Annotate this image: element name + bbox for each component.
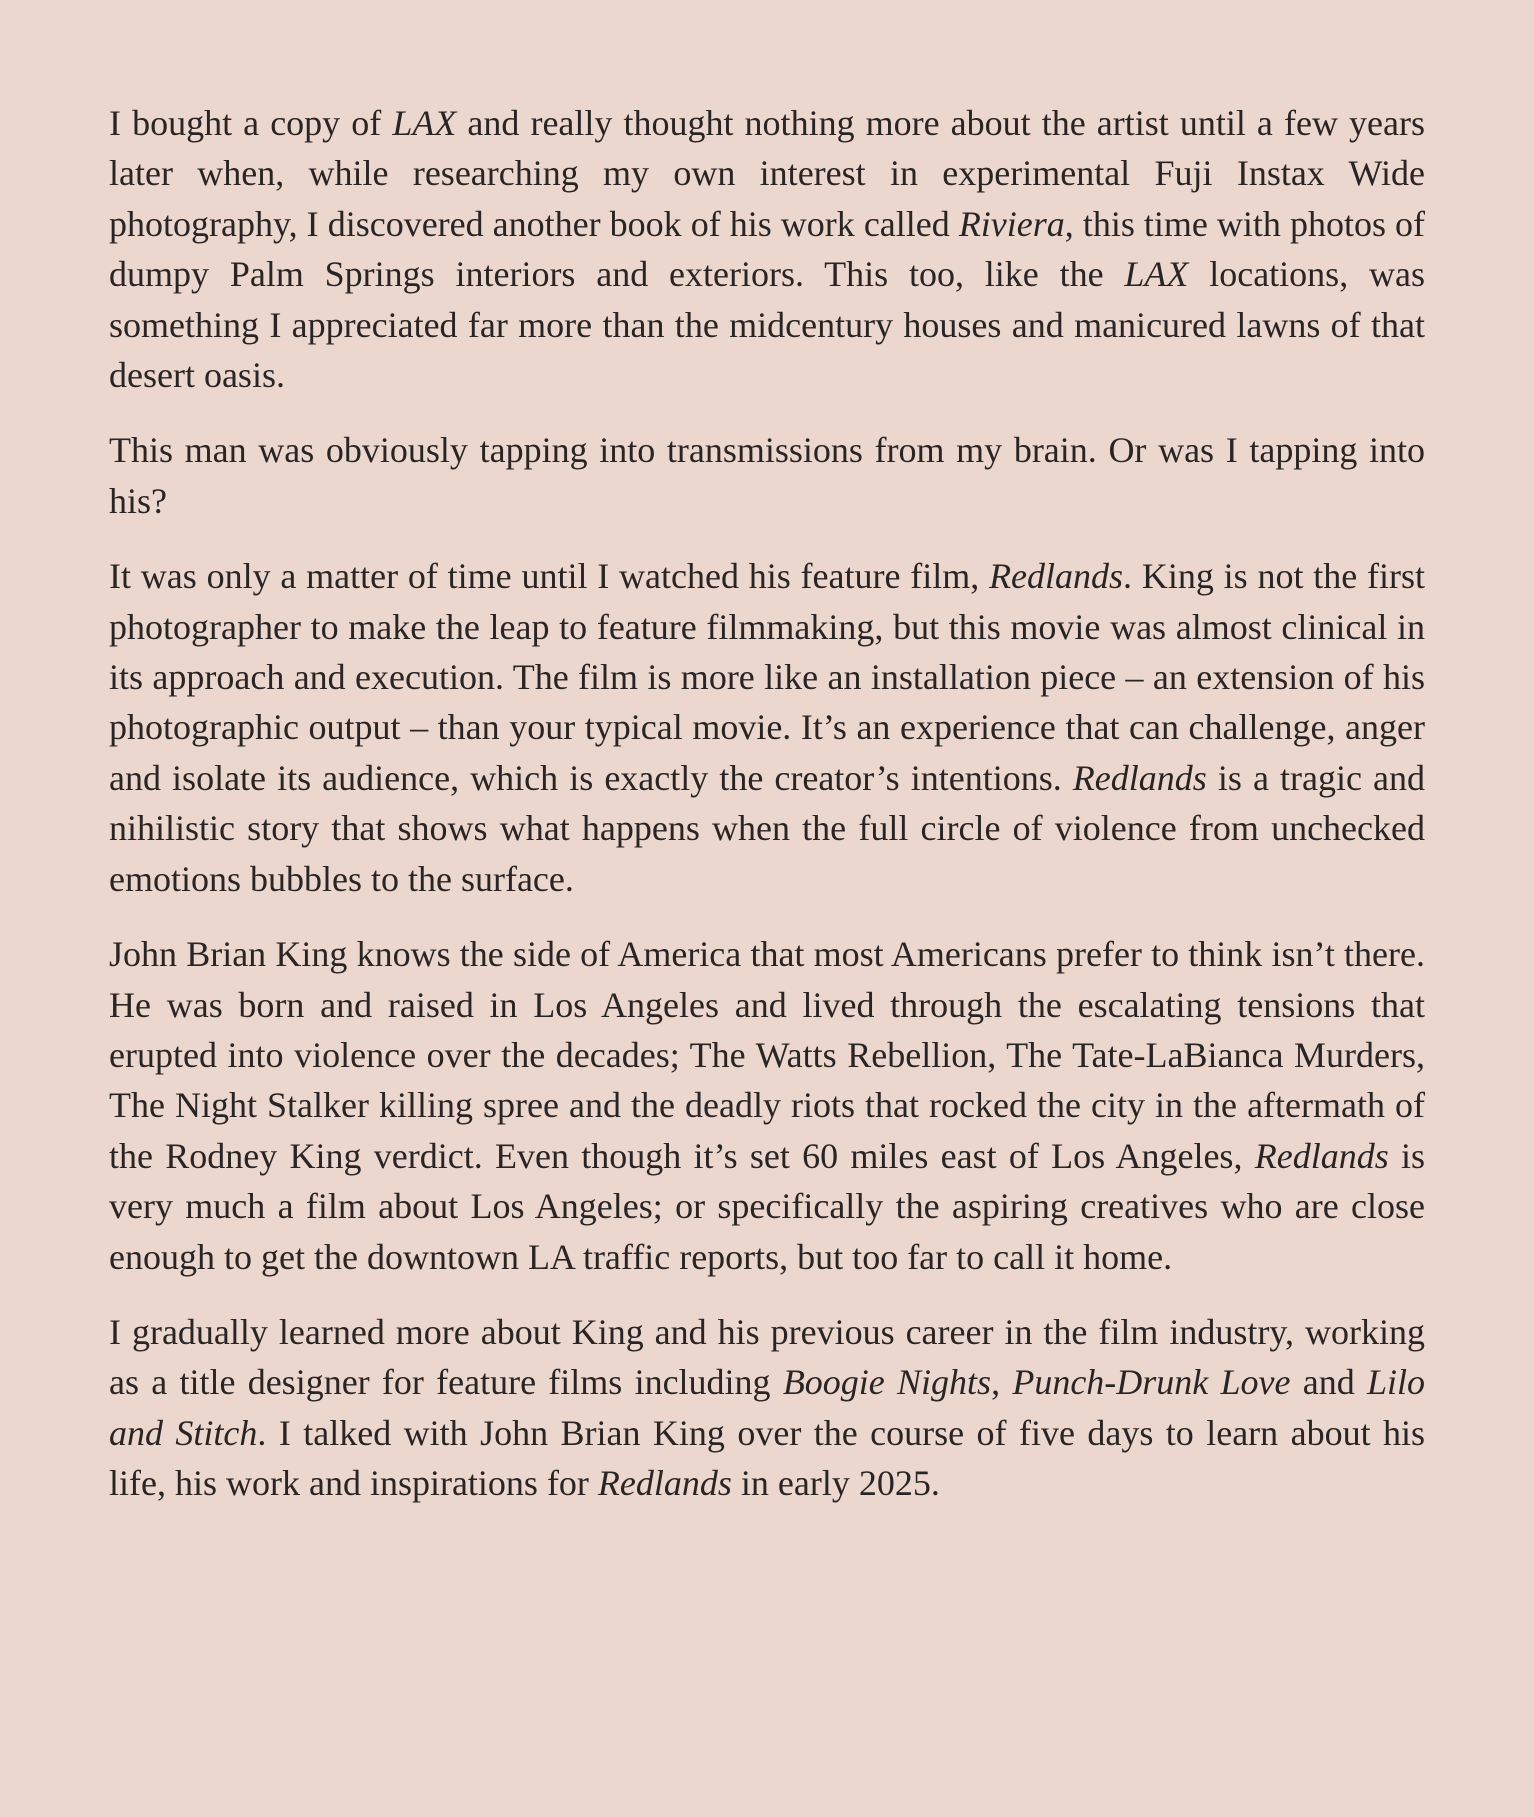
text-run: This man was obviously tapping into transmissions from my brain. Or was I tapping into his? xyxy=(109,430,1425,521)
italic-title-redlands: Redlands xyxy=(1254,1135,1389,1176)
text-run: locations, was something I appreciated far more than the midcentury houses and manicured lawns of that desert oasis. xyxy=(109,254,1425,396)
italic-title-redlands: Redlands xyxy=(1072,757,1207,798)
text-run: , xyxy=(991,1362,1013,1403)
paragraph-4 xyxy=(109,929,1425,1282)
italic-title-redlands: Redlands xyxy=(597,1463,732,1504)
text-run: . I talked with John Brian King over the course of five days to learn about his life, his work and inspirations for xyxy=(109,1412,1426,1504)
text-run: in early 2025. xyxy=(731,1463,940,1504)
text-run: . King is not the first photographer to make the leap to feature filmmaking, but this movie was almost clinical in its approach and execution. The film is more like an installation piece – an extension of his photographic output – than your typical movie. It’s an experience that can challenge, anger and isolate its audience, which is exactly the creator’s intentions. xyxy=(109,556,1426,798)
text-run: , this time with photos of dumpy Palm Springs interiors and exteriors. This too, like the xyxy=(109,203,1425,295)
italic-title-boogie-nights: Boogie Nights xyxy=(782,1362,992,1403)
paragraph-1 xyxy=(109,98,1425,400)
text-run: and really thought nothing more about the artist until a few years later when, while researching my own interest in experimental Fuji Instax Wide photography, I discovered another book of his work called xyxy=(109,103,1425,244)
paragraph-5 xyxy=(109,1307,1425,1509)
italic-title-lax: LAX xyxy=(1124,254,1189,295)
text-run: is very much a film about Los Angeles; or specifically the aspiring creatives who are close enough to get the downtown LA traffic reports, but too far to call it home. xyxy=(109,1135,1426,1277)
paragraph-3 xyxy=(109,551,1425,904)
article-body xyxy=(109,98,1425,1509)
paragraph-2 xyxy=(109,425,1425,526)
text-run: John Brian King knows the side of America that most Americans prefer to think isn’t there. He was born and raised in Los Angeles and lived through the escalating tensions that erupted into violence over the decades; The Watts Rebellion, The Tate-LaBianca Murders, The Night Stalker killing spree and the deadly riots that rocked the city in the aftermath of the Rodney King verdict. Even though it’s set 60 miles east of Los Angeles, xyxy=(109,934,1425,1176)
italic-title-lax: LAX xyxy=(392,103,457,143)
text-run: I gradually learned more about King and his previous career in the film industry, working as a title designer for feature films including xyxy=(109,1311,1425,1403)
text-run: is a tragic and nihilistic story that shows what happens when the full circle of violence from unchecked emotions bubbles to the surface. xyxy=(109,757,1425,899)
text-run: and xyxy=(1290,1362,1367,1403)
text-run: It was only a matter of time until I watched his feature film, xyxy=(109,556,990,597)
italic-title-redlands: Redlands xyxy=(989,556,1124,597)
italic-title-punch-drunk-love: Punch-Drunk Love xyxy=(1012,1362,1291,1403)
italic-title-riviera: Riviera xyxy=(958,203,1065,244)
text-run: I bought a copy of xyxy=(109,103,393,143)
italic-title-lilo-and-stitch: Lilo and Stitch xyxy=(109,1362,1426,1453)
